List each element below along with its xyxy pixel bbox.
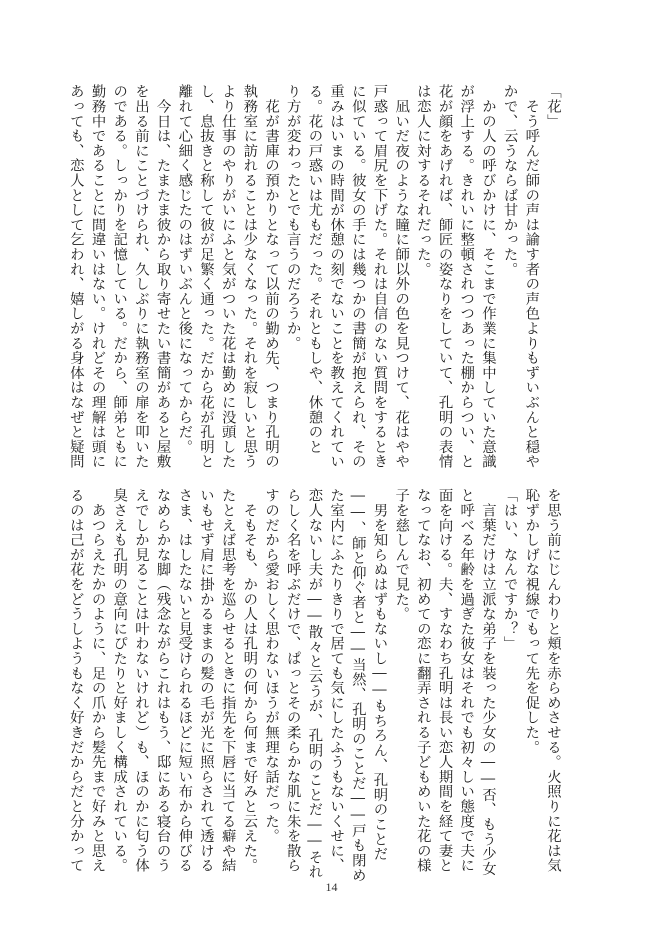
lower-text-line: なめらかな脚（残念ながらこれはもう、邸にある寝台のう: [154, 488, 171, 873]
upper-text-line: 執務室に訪れることは少なくなった。それを寂しいと思う: [241, 84, 258, 469]
upper-text-line: 戸惑って眉尻を下げた。それは自信のない質問をするとき: [371, 84, 388, 469]
upper-text-block: [64, 84, 563, 469]
upper-text-line: り方が変わったとでも言うのだろうか。: [284, 84, 301, 351]
upper-text-line: を出る前にことづけられ、久しぶりに執務室の扉を叩いた: [132, 84, 149, 469]
upper-text-line: 離れて心細く感じたのはずいぶんと後になってからだ。: [176, 84, 193, 454]
upper-text-line: し、息抜きと称して彼が足繁く通った。だから花が孔明と: [198, 84, 214, 469]
lower-text-line: 恥ずかしげな視線でもって先を促した。: [523, 488, 540, 755]
upper-text-line: 重みはいまの時間が休憩の刻でないことを教えてくれてい: [328, 84, 345, 469]
lower-text-block: [64, 488, 563, 883]
upper-text-line: 凪いだ夜のような瞳に師以外の色を見つけて、花はやや: [393, 84, 410, 469]
lower-text-line: 男を知らぬはずもないし――もちろん、孔明のことだ: [371, 488, 388, 862]
upper-text-line: かで、云うならば甘かった。: [501, 84, 518, 277]
lower-text-line: たとえば思考を巡らせるときに指先を下唇に当てる癖や結: [219, 488, 236, 873]
lower-text-line: を思う前にじんわりと頬を赤らめさせる。火照りに花は気: [545, 488, 561, 873]
lower-text-line: るのは己が花をどうしようもなく好きだからだと分かって: [67, 488, 84, 873]
lower-text-line: 面を向ける。夫、すなわち孔明は長い恋人期間を経て妻と: [436, 488, 453, 873]
upper-text-line: が浮上する。きれいに整頓されつつあった棚からつい、と: [458, 84, 475, 469]
upper-text-line: 勤務中であることに間違いはない。けれどその理解は頭に: [89, 84, 106, 469]
lower-text-line: さま、はしたないと見受けられるほどに短い布から伸びる: [176, 488, 193, 873]
upper-text-line: のである。しっかりを記憶している。だから、師弟ともに: [111, 84, 128, 469]
lower-text-line: た室内にふたりきりで居ても気にしたふうもないくせに、: [328, 488, 345, 873]
lower-text-line: ――、師と仰ぐ者と――当然、孔明のことだ――戸も閉め: [349, 488, 366, 883]
upper-text-line: に似ている。彼女の手には幾つかの書簡が抱えられ、その: [349, 84, 366, 469]
lower-text-line: いもせず肩に掛かるままの髪の毛が光に照らされて透ける: [198, 488, 214, 873]
upper-text-line: 今日は、たまたま彼から取り寄せたい書簡があると屋敷: [154, 84, 171, 469]
upper-text-line: より仕事のやりがいにふと気がついた花は勤めに没頭した: [219, 84, 236, 469]
upper-text-line: そう呼んだ師の声は諭す者の声色よりもずいぶんと穏や: [523, 84, 540, 469]
upper-text-line: は恋人に対するそれだった。: [414, 84, 431, 277]
lower-text-line: 「はい、なんですか？」: [501, 488, 518, 651]
lower-text-line: そもそも、かの人は孔明の何から何まで好みと云えた。: [241, 488, 258, 873]
lower-text-line: えでしか見ることは叶わないけれど）も、ほのかに匂う体: [132, 488, 149, 873]
lower-text-line: すのだから愛おしく思わないほうが無理な話だった。: [263, 488, 280, 844]
upper-text-line: 花が顔をあげれば、師匠の姿なりをしていて、孔明の表情: [436, 84, 453, 469]
upper-text-line: かの人の呼びかけに、そこまで作業に集中していた意識: [479, 84, 496, 469]
upper-text-line: 花が書庫の預かりとなって以前の勤め先、つまり孔明の: [263, 84, 280, 469]
lower-text-line: らしく名を呼ぶだけで、ぱっとその柔らかな肌に朱を散ら: [284, 488, 301, 873]
lower-text-line: 言葉だけは立派な弟子を装った少女の――否、もう少女: [479, 488, 496, 876]
lower-text-line: と呼べる年齢を過ぎた彼女はそれでも初々しい態度で夫に: [458, 488, 475, 873]
upper-text-line: 「花」: [545, 84, 561, 129]
lower-text-line: 子を慈しんで見た。: [393, 488, 410, 622]
lower-text-line: 恋人ないし夫が――散々と云うが、孔明のことだ――それ: [306, 488, 323, 880]
page-number: 14: [325, 880, 338, 894]
lower-text-line: 臭さえも孔明の意向にぴたりと好ましく構成されている。: [111, 488, 128, 873]
upper-text-line: あっても、恋人として乞われ、嬉しがる身体はなぜと疑問: [67, 84, 84, 469]
lower-text-line: あつらえたかのように、足の爪から髪先まで好みと思え: [89, 488, 106, 873]
lower-text-line: なってなお、初めての恋に翻弄される子どもめいた花の様: [414, 488, 431, 873]
upper-text-line: る。花の戸惑いは尤もだった。それともしや、休憩のと: [306, 84, 323, 454]
